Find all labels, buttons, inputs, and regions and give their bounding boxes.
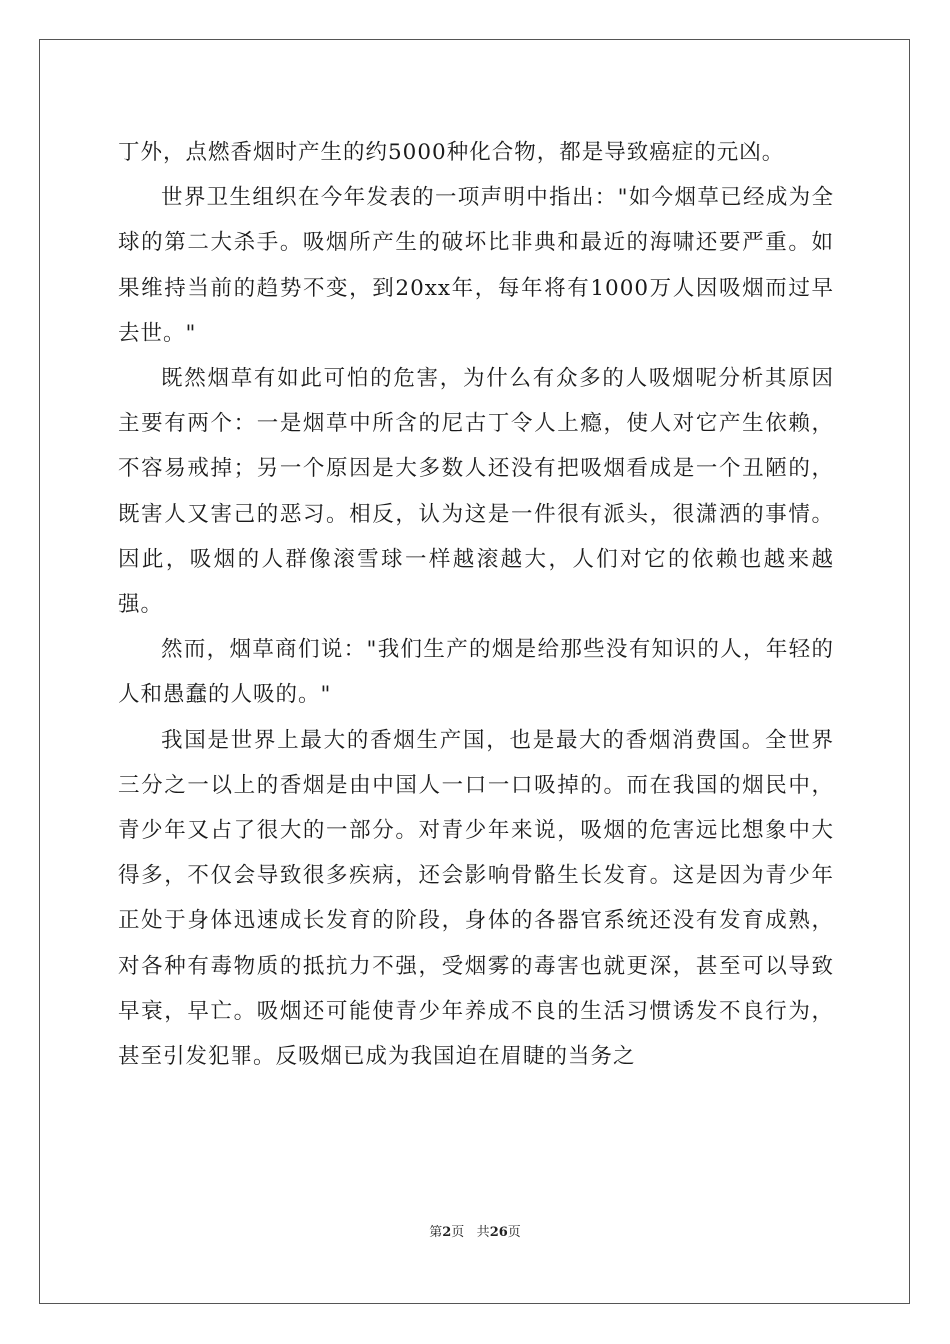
paragraph-3: 既然烟草有如此可怕的危害，为什么有众多的人吸烟呢分析其原因主要有两个：一是烟草中所含的尼古丁令人上瘾，使人对它产生依赖，不容易戒掉；另一个原因是大多数人还没有把吸烟看成是一个丑陋的，既害人又害己的恶习。相反，认为这是一件很有派头，很潇洒的事情。因此，吸烟的人群像滚雪球一样越滚越大，人们对它的依赖也越来越强。 [118,366,834,618]
total-page-count: 26 [489,1225,508,1240]
footer-page-word: 页 [451,1225,465,1240]
paragraph-2: 世界卫生组织在今年发表的一项声明中指出："如今烟草已经成为全球的第二大杀手。吸烟所产生的破坏比非典和最近的海啸还要严重。如果维持当前的趋势不变，到20xx年，每年将有1000万人因吸烟而过早去世。" [118,185,834,346]
footer-prefix: 第 [429,1225,443,1240]
current-page-number: 2 [442,1225,452,1240]
paragraph-4: 然而，烟草商们说："我们生产的烟是给那些没有知识的人，年轻的人和愚蠢的人吸的。" [118,637,834,708]
paragraph-1: 丁外，点燃香烟时产生的约5000种化合物，都是导致癌症的元凶。 [118,140,785,165]
footer-total-prefix: 共 [476,1225,490,1240]
document-body [118,130,834,1079]
page-footer [0,1221,950,1240]
footer-total-suffix: 页 [507,1225,521,1240]
paragraph-5: 我国是世界上最大的香烟生产国，也是最大的香烟消费国。全世界三分之一以上的香烟是由中国人一口一口吸掉的。而在我国的烟民中，青少年又占了很大的一部分。对青少年来说，吸烟的危害远比想象中大得多，不仅会导致很多疾病，还会影响骨骼生长发育。这是因为青少年正处于身体迅速成长发育的阶段，身体的各器官系统还没有发育成熟，对各种有毒物质的抵抗力不强，受烟雾的毒害也就更深，甚至可以导致早衰，早亡。吸烟还可能使青少年养成不良的生活习惯诱发不良行为，甚至引发犯罪。反吸烟已成为我国迫在眉睫的当务之 [118,727,834,1070]
